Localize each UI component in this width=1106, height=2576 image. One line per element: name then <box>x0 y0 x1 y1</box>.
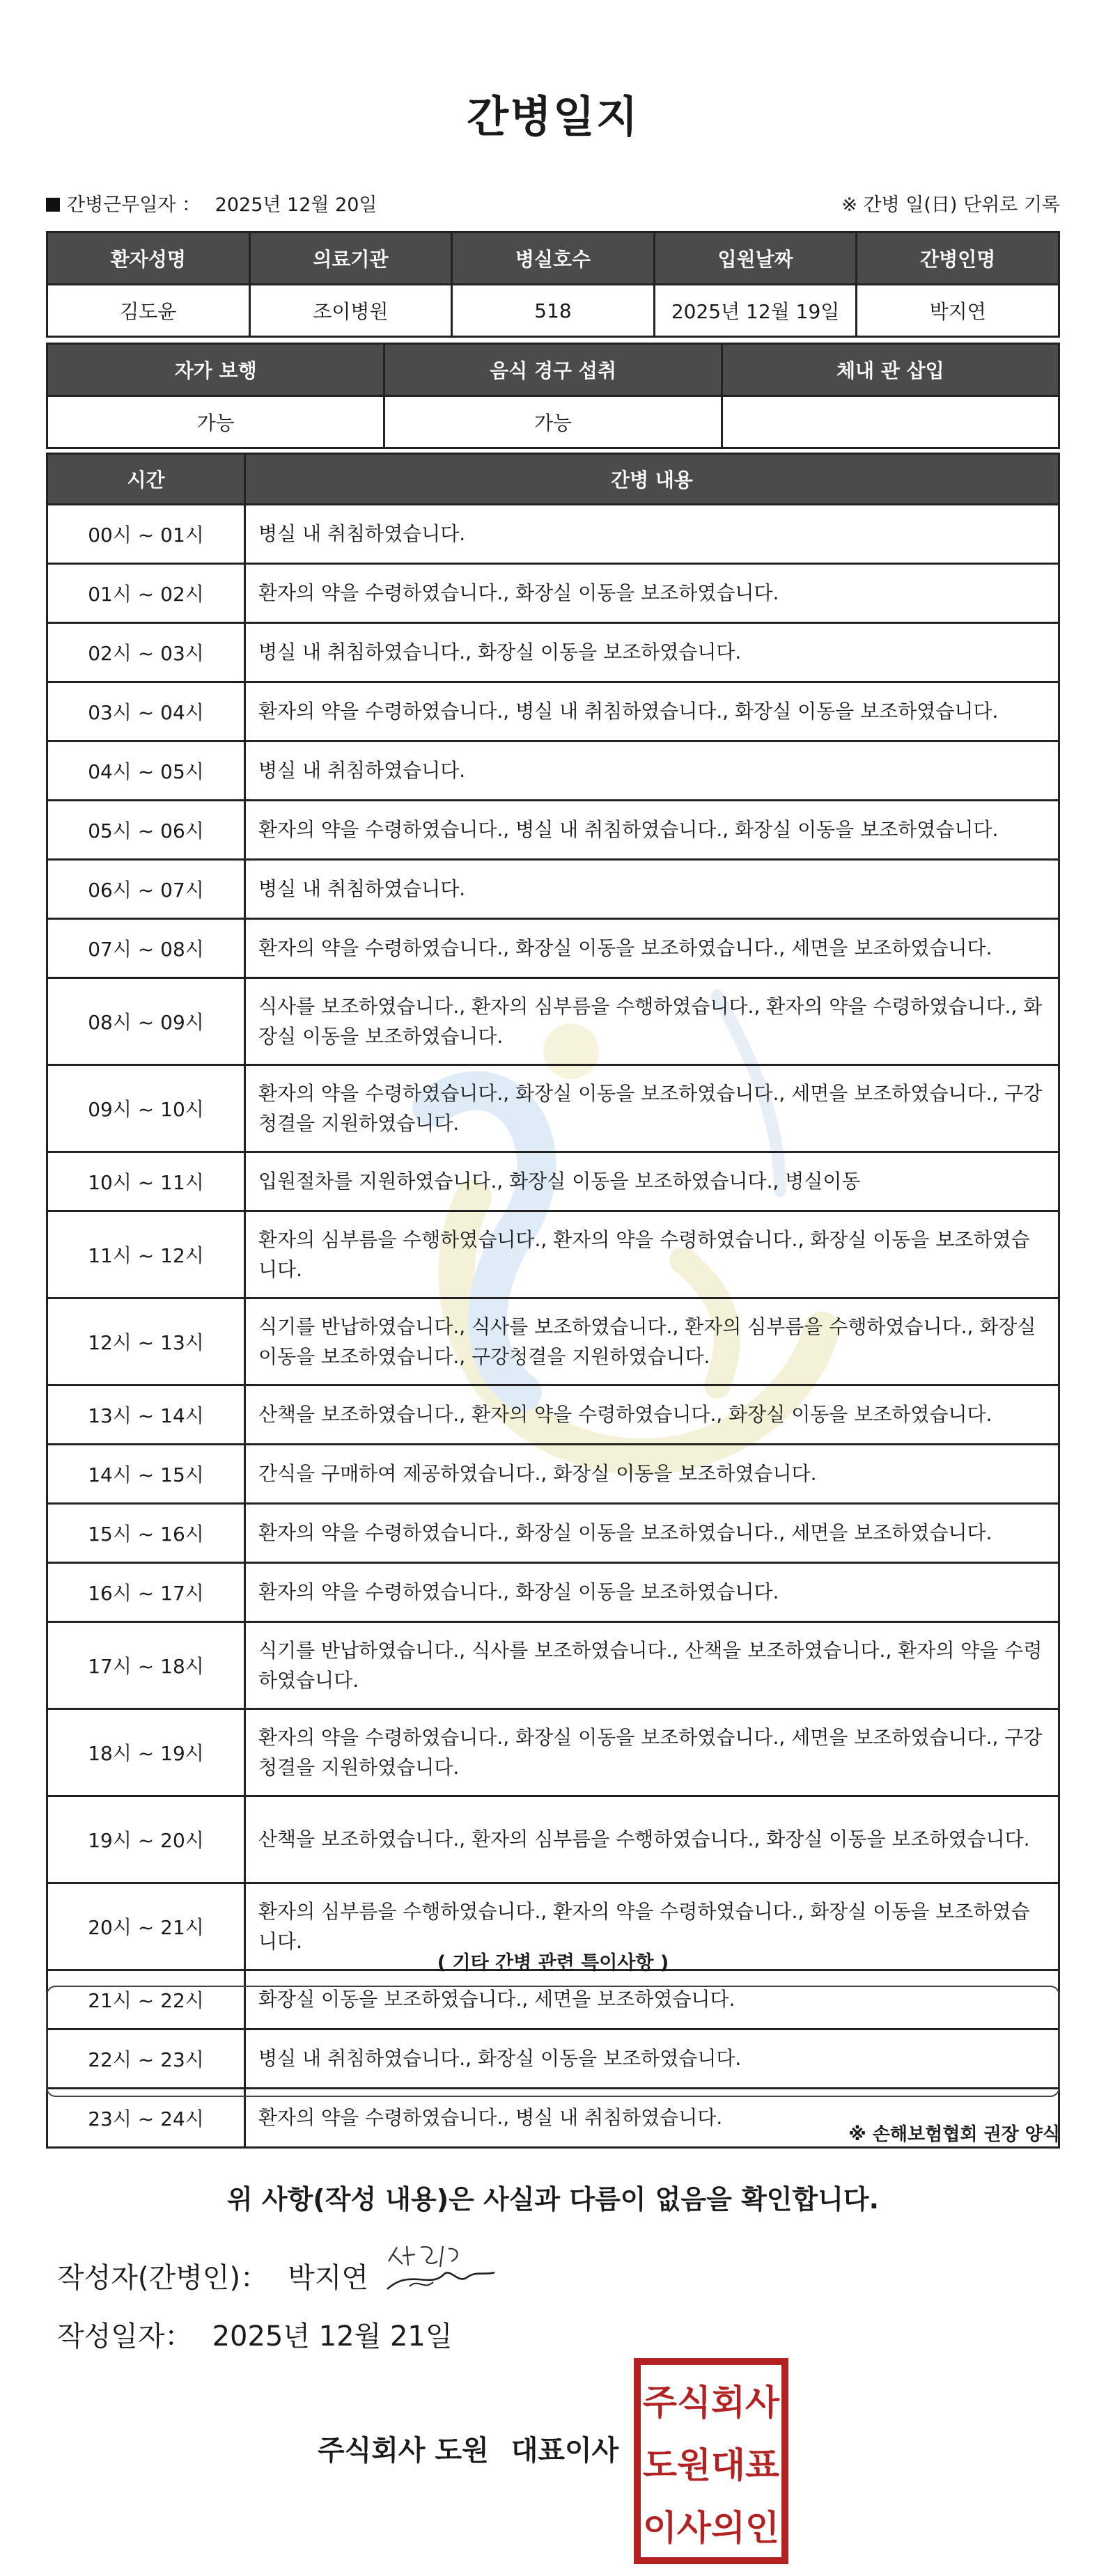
care-log-time: 14시 ~ 15시 <box>47 1445 245 1504</box>
care-log-time: 01시 ~ 02시 <box>47 564 245 623</box>
care-log-row <box>47 1622 1059 1709</box>
notes-box <box>46 1986 1060 2097</box>
meta-row <box>46 189 1060 220</box>
header-time: 시간 <box>47 454 245 505</box>
care-log-row <box>47 1298 1059 1385</box>
care-log-row <box>47 1211 1059 1298</box>
care-log-header-row <box>47 454 1059 505</box>
care-log-time: 21시 ~ 22시 <box>47 1970 245 2029</box>
care-log-content: 병실 내 취침하였습니다., 화장실 이동을 보조하였습니다. <box>245 623 1059 682</box>
work-date-value: 2025년 12월 20일 <box>215 194 377 216</box>
care-log-content: 식사를 보조하였습니다., 환자의 심부름을 수행하였습니다., 환자의 약을 수령하였습니다., 화장실 이동을 보조하였습니다. <box>245 978 1059 1065</box>
care-log-time: 03시 ~ 04시 <box>47 682 245 741</box>
abilities-value-row <box>47 396 1059 448</box>
care-log-content: 환자의 약을 수령하였습니다., 병실 내 취침하였습니다., 화장실 이동을 보조하였습니다. <box>245 801 1059 860</box>
care-log-content: 환자의 약을 수령하였습니다., 화장실 이동을 보조하였습니다., 세면을 보조하였습니다. <box>245 919 1059 978</box>
patient-name: 김도윤 <box>47 285 250 337</box>
care-log-content: 산책을 보조하였습니다., 환자의 심부름을 수행하였습니다., 화장실 이동을 보조하였습니다. <box>245 1796 1059 1883</box>
care-log-time: 15시 ~ 16시 <box>47 1504 245 1563</box>
care-log-row <box>47 1504 1059 1563</box>
header-hospital: 의료기관 <box>249 233 452 285</box>
hospital-name: 조이병원 <box>249 285 452 337</box>
company-title: 대표이사 <box>511 2435 619 2467</box>
care-log-time: 20시 ~ 21시 <box>47 1883 245 1970</box>
patient-info-value-row <box>47 285 1059 337</box>
header-care-content: 간병 내용 <box>245 454 1059 505</box>
oral-intake-value: 가능 <box>384 396 722 448</box>
notes-title: ( 기타 간병 관련 특이사항 ) <box>437 1952 669 1974</box>
care-log-row <box>47 623 1059 682</box>
care-log-row <box>47 1152 1059 1211</box>
black-square-icon <box>46 198 60 212</box>
care-log-content: 입원절차를 지원하였습니다., 화장실 이동을 보조하였습니다., 병실이동 <box>245 1152 1059 1211</box>
seal-line-1: 주식회사 <box>643 2382 780 2423</box>
care-log-content: 병실 내 취침하였습니다. <box>245 860 1059 919</box>
care-log-content: 환자의 약을 수령하였습니다., 화장실 이동을 보조하였습니다. <box>245 564 1059 623</box>
admission-date: 2025년 12월 19일 <box>654 285 857 337</box>
care-log-row <box>47 505 1059 564</box>
care-log-row <box>47 1385 1059 1445</box>
seal-line-3: 이사의인 <box>643 2508 779 2548</box>
care-log-content: 환자의 약을 수령하였습니다., 화장실 이동을 보조하였습니다., 세면을 보조하였습니다., 구강청결을 지원하였습니다. <box>245 1709 1059 1796</box>
written-date-value: 2025년 12월 21일 <box>212 2320 453 2353</box>
care-log-content: 환자의 심부름을 수행하였습니다., 환자의 약을 수령하였습니다., 화장실 이동을 보조하였습니다. <box>245 1883 1059 1970</box>
care-log-row <box>47 1445 1059 1504</box>
care-log-time: 22시 ~ 23시 <box>47 2029 245 2089</box>
care-log-content: 환자의 약을 수령하였습니다., 화장실 이동을 보조하였습니다., 세면을 보조하였습니다., 구강청결을 지원하였습니다. <box>245 1065 1059 1152</box>
written-date-label: 작성일자： <box>57 2320 193 2353</box>
care-log-content: 병실 내 취침하였습니다., 화장실 이동을 보조하였습니다. <box>245 2029 1059 2089</box>
care-log-content: 환자의 약을 수령하였습니다., 화장실 이동을 보조하였습니다., 세면을 보조하였습니다. <box>245 1504 1059 1563</box>
care-log-row <box>47 1563 1059 1622</box>
confirmation-statement: 위 사항(작성 내용)은 사실과 다름이 없음을 확인합니다. <box>226 2184 880 2215</box>
room-number: 518 <box>452 285 655 337</box>
care-log-time: 18시 ~ 19시 <box>47 1709 245 1796</box>
patient-info-header-row <box>47 233 1059 285</box>
header-tube-insertion: 체내 관 삽입 <box>722 344 1059 396</box>
tube-insertion-value <box>722 396 1059 448</box>
document-title: 간병일지 <box>467 91 639 142</box>
work-date-label: 간병근무일자 ： <box>67 194 201 216</box>
care-log-content: 병실 내 취침하였습니다. <box>245 741 1059 801</box>
care-log-time: 23시 ~ 24시 <box>47 2089 245 2148</box>
care-log-time: 13시 ~ 14시 <box>47 1385 245 1445</box>
care-log-time: 09시 ~ 10시 <box>47 1065 245 1152</box>
care-log-table <box>46 453 1060 2149</box>
care-log-content: 환자의 약을 수령하였습니다., 병실 내 취침하였습니다., 화장실 이동을 보조하였습니다. <box>245 682 1059 741</box>
care-log-time: 16시 ~ 17시 <box>47 1563 245 1622</box>
writer-label: 작성자(간병인)： <box>57 2262 269 2294</box>
care-log-content: 식기를 반납하였습니다., 식사를 보조하였습니다., 산책을 보조하였습니다., 환자의 약을 수령하였습니다. <box>245 1622 1059 1709</box>
header-admission-date: 입원날짜 <box>654 233 857 285</box>
care-log-time: 05시 ~ 06시 <box>47 801 245 860</box>
caregiver-name: 박지연 <box>857 285 1059 337</box>
care-log-time: 11시 ~ 12시 <box>47 1211 245 1298</box>
header-room: 병실호수 <box>452 233 655 285</box>
care-log-row <box>47 1796 1059 1883</box>
care-log-content: 화장실 이동을 보조하였습니다., 세면을 보조하였습니다. <box>245 1970 1059 2029</box>
writer-line <box>57 2256 368 2295</box>
header-caregiver: 간병인명 <box>857 233 1059 285</box>
care-log-time: 17시 ~ 18시 <box>47 1622 245 1709</box>
care-log-content: 환자의 심부름을 수행하였습니다., 환자의 약을 수령하였습니다., 화장실 이동을 보조하였습니다. <box>245 1211 1059 1298</box>
writer-name: 박지연 <box>288 2262 368 2294</box>
care-log-content: 병실 내 취침하였습니다. <box>245 505 1059 564</box>
care-log-time: 07시 ~ 08시 <box>47 919 245 978</box>
written-date-line <box>57 2314 453 2354</box>
handwritten-signature-icon <box>382 2240 500 2303</box>
header-self-walking: 자가 보행 <box>47 344 384 396</box>
care-log-content: 식기를 반납하였습니다., 식사를 보조하였습니다., 환자의 심부름을 수행하였습니다., 화장실 이동을 보조하였습니다., 구강청결을 지원하였습니다. <box>245 1298 1059 1385</box>
company-line <box>318 2428 618 2468</box>
care-log-time: 00시 ~ 01시 <box>47 505 245 564</box>
care-log-row <box>47 1709 1059 1796</box>
care-log-time: 10시 ~ 11시 <box>47 1152 245 1211</box>
care-log-row <box>47 1065 1059 1152</box>
care-log-time: 19시 ~ 20시 <box>47 1796 245 1883</box>
care-log-row <box>47 860 1059 919</box>
company-name: 주식회사 도원 <box>318 2435 489 2467</box>
company-seal-icon <box>633 2357 789 2565</box>
care-log-time: 04시 ~ 05시 <box>47 741 245 801</box>
care-log-time: 08시 ~ 09시 <box>47 978 245 1065</box>
care-log-row <box>47 741 1059 801</box>
care-log-row <box>47 801 1059 860</box>
care-log-time: 12시 ~ 13시 <box>47 1298 245 1385</box>
self-walking-value: 가능 <box>47 396 384 448</box>
care-log-row <box>47 919 1059 978</box>
header-patient-name: 환자성명 <box>47 233 250 285</box>
care-log-content: 환자의 약을 수령하였습니다., 화장실 이동을 보조하였습니다. <box>245 1563 1059 1622</box>
care-log-content: 간식을 구매하여 제공하였습니다., 화장실 이동을 보조하였습니다. <box>245 1445 1059 1504</box>
abilities-header-row <box>47 344 1059 396</box>
care-log-row <box>47 564 1059 623</box>
abilities-table <box>46 343 1060 449</box>
seal-line-2: 도원대표 <box>643 2445 780 2485</box>
patient-info-table <box>46 231 1060 338</box>
work-date <box>46 189 377 217</box>
unit-note: ※ 간병 일(日) 단위로 기록 <box>841 194 1060 216</box>
care-log-row <box>47 978 1059 1065</box>
care-log-time: 06시 ~ 07시 <box>47 860 245 919</box>
care-log-content: 환자의 약을 수령하였습니다., 병실 내 취침하였습니다. <box>245 2089 1059 2148</box>
care-log-time: 02시 ~ 03시 <box>47 623 245 682</box>
header-oral-intake: 음식 경구 섭취 <box>384 344 722 396</box>
care-log-row <box>47 682 1059 741</box>
care-log-content: 산책을 보조하였습니다., 환자의 약을 수령하였습니다., 화장실 이동을 보조하였습니다. <box>245 1385 1059 1445</box>
form-note: ※ 손해보험협회 권장 양식 <box>848 2124 1060 2145</box>
